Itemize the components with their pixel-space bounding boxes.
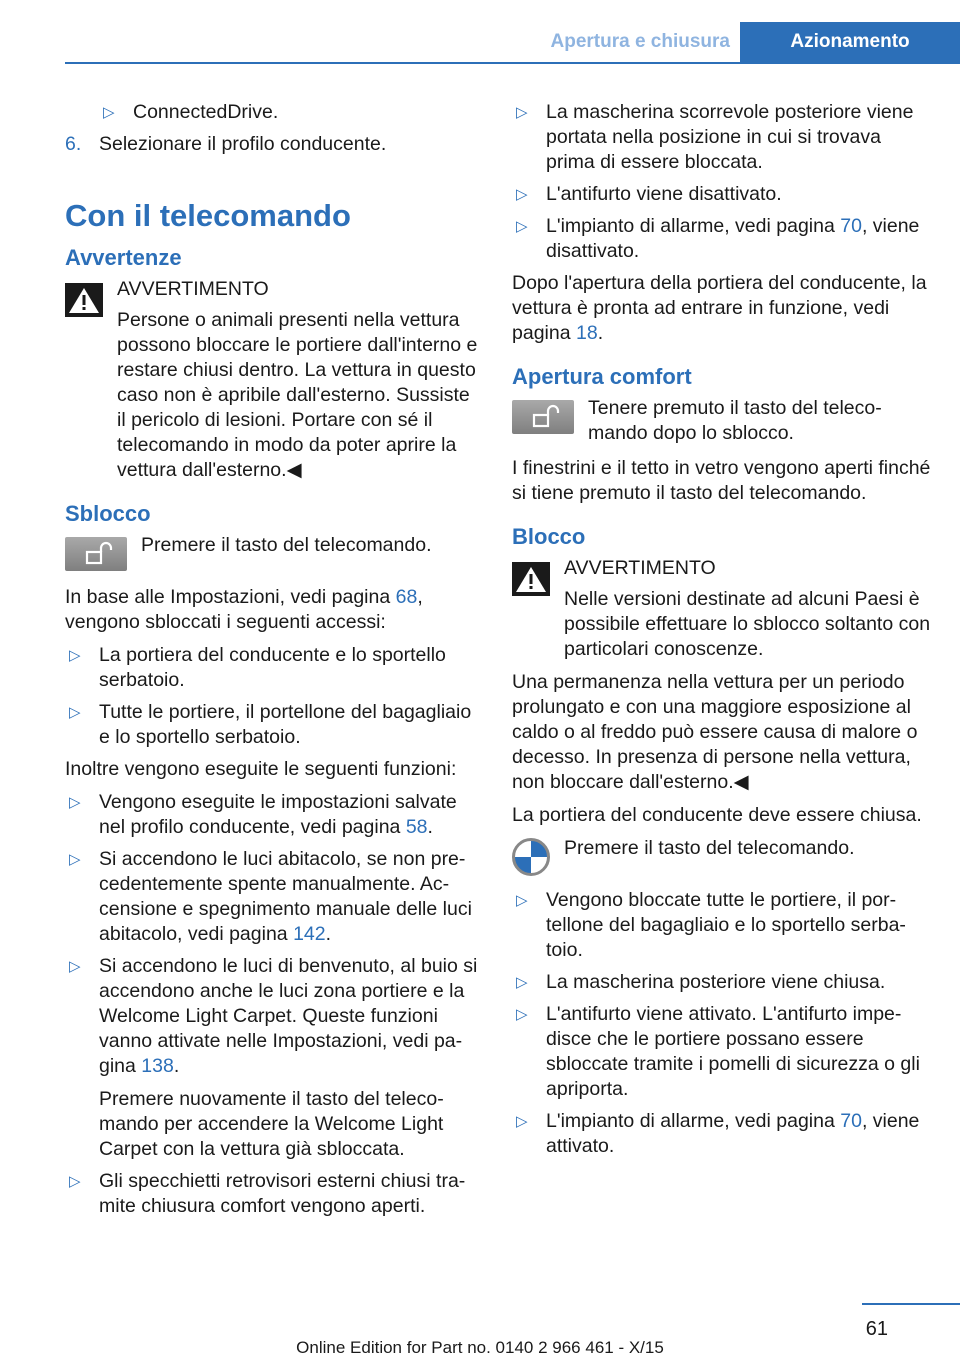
triangle-bullet-icon: ▷ xyxy=(103,104,115,121)
paragraph: In base alle Impostazioni, vedi pagina 68, vengono sbloccati i seguenti accessi: xyxy=(65,586,423,633)
subsection-heading: Blocco xyxy=(512,524,586,549)
list-item-note: Premere nuovamente il tasto del telecomando per accendere la Welcome Light Carpet con la vettura già sbloccata. xyxy=(99,1088,444,1160)
list-item xyxy=(512,100,932,175)
footer-rule xyxy=(862,1303,960,1305)
warning-title: AVVERTIMENTO xyxy=(117,278,269,300)
warning-content xyxy=(117,277,480,483)
list-item xyxy=(512,1109,932,1159)
remote-key-instruction xyxy=(512,836,932,878)
warning-triangle-icon xyxy=(512,562,550,596)
triangle-bullet-icon: ▷ xyxy=(516,1113,528,1130)
page-link[interactable]: 142 xyxy=(293,923,326,945)
list-item xyxy=(65,643,480,693)
triangle-bullet-icon: ▷ xyxy=(516,186,528,203)
triangle-bullet-icon: ▷ xyxy=(516,1006,528,1023)
chapter-tab[interactable]: Azionamento xyxy=(740,22,960,62)
remote-key-instruction xyxy=(512,396,932,446)
remote-key-text: Tenere premuto il tasto del telecomando dopo lo sblocco. xyxy=(588,397,882,444)
list-item-text: Gli specchietti retrovisori esterni chiusi tramite chiusura comfort vengono aperti. xyxy=(99,1170,466,1217)
warning-triangle-icon xyxy=(65,283,103,317)
triangle-bullet-icon: ▷ xyxy=(69,851,81,868)
page-link[interactable]: 70 xyxy=(840,215,862,237)
triangle-bullet-icon: ▷ xyxy=(69,1173,81,1190)
triangle-bullet-icon: ▷ xyxy=(516,892,528,909)
triangle-bullet-icon: ▷ xyxy=(69,794,81,811)
warning-text: Nelle versioni destinate ad alcuni Paesi è possibile effettuare lo sblocco soltanto con particolari conoscenze. xyxy=(564,588,931,660)
step-text: Selezionare il profilo conducente. xyxy=(99,133,387,155)
triangle-bullet-icon: ▷ xyxy=(69,704,81,721)
list-item-text: L'impianto di allarme, vedi pagina 70, viene disattivato. xyxy=(546,215,920,262)
list-item xyxy=(65,790,480,840)
subsection-heading: Avvertenze xyxy=(65,245,182,270)
subsection-heading: Sblocco xyxy=(65,501,151,526)
triangle-bullet-icon: ▷ xyxy=(516,974,528,991)
list-item xyxy=(512,1002,932,1102)
list-item-text: Vengono bloccate tutte le portiere, il portellone del bagagliaio e lo sportello serbatoio. xyxy=(546,889,906,961)
list-item-text: Si accendono le luci di benvenuto, al buio si accendono anche le luci zona portiere e la Welcome Light Carpet. Queste funzioni vanno attivate nelle Impostazioni, vedi pagina 138. xyxy=(99,955,478,1077)
list-item-text: L'antifurto viene attivato. L'antifurto impedisce che le portiere possano essere sbloccate tramite i pomelli di sicurezza o gli apriporta. xyxy=(546,1003,920,1100)
list-item-text: L'impianto di allarme, vedi pagina 70, viene attivato. xyxy=(546,1110,920,1157)
list-item xyxy=(512,214,932,264)
list-item xyxy=(65,954,480,1162)
page-link[interactable]: 138 xyxy=(141,1055,174,1077)
unlock-key-icon xyxy=(65,537,127,571)
left-column xyxy=(65,100,480,1226)
list-item-text: L'antifurto viene disattivato. xyxy=(546,183,782,205)
list-item xyxy=(65,847,480,947)
section-tab[interactable]: Apertura e chiusura xyxy=(550,31,730,52)
remote-key-button xyxy=(65,537,127,571)
page-number: 61 xyxy=(865,1318,888,1340)
paragraph: I finestrini e il tetto in vetro vengono aperti finché si tiene premuto il tasto del telecomando. xyxy=(512,457,931,504)
list-item-text: Vengono eseguite le impostazioni salvate nel profilo conducente, vedi pagina 58. xyxy=(99,791,457,838)
paragraph: La portiera del conducente deve essere chiusa. xyxy=(512,804,922,826)
triangle-bullet-icon: ▷ xyxy=(516,218,528,235)
list-item xyxy=(65,1169,480,1219)
list-item-text: ConnectedDrive. xyxy=(133,101,279,123)
warning-box xyxy=(512,556,932,662)
list-item-text: Tutte le portiere, il portellone del bagagliaio e lo sportello serbatoio. xyxy=(99,701,472,748)
list-item xyxy=(99,100,480,125)
list-item xyxy=(65,700,480,750)
list-item xyxy=(512,970,932,995)
bmw-key-icon xyxy=(512,838,550,876)
triangle-bullet-icon: ▷ xyxy=(516,104,528,121)
list-item-text: La portiera del conducente e lo sportello serbatoio. xyxy=(99,644,446,691)
list-item xyxy=(512,182,932,207)
paragraph: Dopo l'apertura della portiera del conducente, la vettura è pronta ad entrare in funzione, vedi pagina 18. xyxy=(512,272,927,344)
list-item-text: Si accendono le luci abitacolo, se non precedentemente spente manualmente. Accensione e spegnimento manuale delle luci abitacolo, vedi pagina 142. xyxy=(99,848,472,945)
warning-content xyxy=(564,556,932,662)
triangle-bullet-icon: ▷ xyxy=(69,958,81,975)
section-heading: Con il telecomando xyxy=(65,198,351,233)
remote-key-text: Premere il tasto del telecomando. xyxy=(564,837,855,859)
list-item xyxy=(512,888,932,963)
remote-key-instruction xyxy=(65,533,480,575)
triangle-bullet-icon: ▷ xyxy=(69,647,81,664)
subsection-heading: Apertura comfort xyxy=(512,364,692,389)
numbered-step xyxy=(65,132,480,157)
header-rule xyxy=(65,62,960,64)
remote-key-text: Premere il tasto del telecomando. xyxy=(141,534,432,556)
paragraph: Inoltre vengono eseguite le seguenti funzioni: xyxy=(65,758,457,780)
page-link[interactable]: 58 xyxy=(405,816,428,838)
page-link[interactable]: 18 xyxy=(575,322,598,344)
unlock-key-icon xyxy=(512,400,574,434)
list-item-text: La mascherina posteriore viene chiusa. xyxy=(546,971,886,993)
warning-box xyxy=(65,277,480,483)
page-link[interactable]: 68 xyxy=(395,586,418,608)
step-number: 6. xyxy=(65,133,82,155)
warning-title: AVVERTIMENTO xyxy=(564,557,716,579)
list-item-text: La mascherina scorrevole posteriore viene portata nella posizione in cui si trovava prima di essere bloccata. xyxy=(546,101,914,173)
warning-text: Persone o animali presenti nella vettura possono bloccare le portiere dall'interno e restare chiusi dentro. La vettura in questo caso non è apribile dall'esterno. Sussiste il pericolo di lesioni. Portare con sé il telecomando in modo da poter aprire la vettura dall'esterno.◀ xyxy=(117,309,478,481)
right-column xyxy=(512,100,932,1166)
page-link[interactable]: 70 xyxy=(840,1110,862,1132)
paragraph: Una permanenza nella vettura per un periodo prolungato e con una maggiore esposizione al caldo o al freddo può essere causa di malore o decesso. In presenza di persone nella vettura, non bloccare dall'esterno.◀ xyxy=(512,671,918,793)
remote-key-button xyxy=(512,400,574,434)
edition-note: Online Edition for Part no. 0140 2 966 461 - X/15 xyxy=(296,1338,664,1357)
